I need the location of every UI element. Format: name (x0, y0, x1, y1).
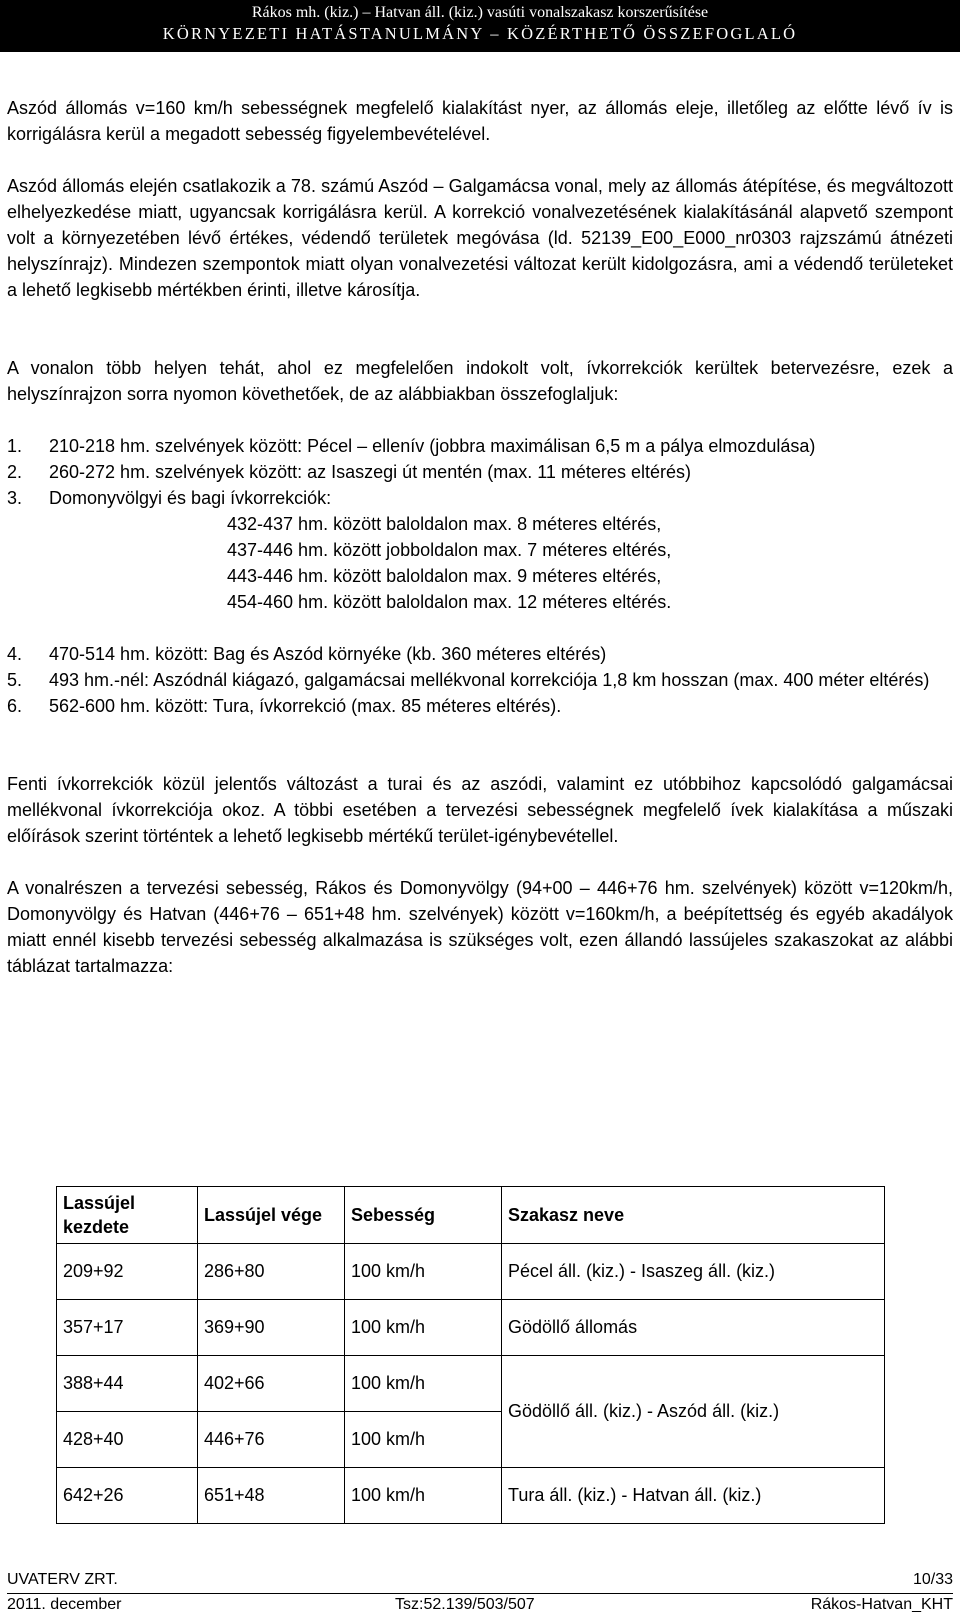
sublist-item: 454-460 hm. között baloldalon max. 12 méteres eltérés. (227, 592, 672, 612)
table-cell: 100 km/h (345, 1244, 502, 1300)
table-cell: 209+92 (57, 1244, 198, 1300)
list-item: 6. 562-600 hm. között: Tura, ívkorrekció (max. 85 méteres eltérés). (7, 696, 562, 716)
footer-project-code: Rákos-Hatvan_KHT (810, 1596, 953, 1613)
table-cell: Gödöllő állomás (502, 1300, 885, 1356)
curve-correction-list-cont (7, 641, 953, 719)
footer-line-2 (7, 1593, 953, 1613)
table-row (57, 1300, 885, 1356)
paragraph-galgamacsa-line: Aszód állomás elején csatlakozik a 78. számú Aszód – Galgamácsa vonal, mely az állomás átépítése, és megváltozott elhelyezkedése miatt, ugyancsak korrigálásra kerül. A korrekció vonalvezetésének kialakításánál alapvető szempont volt a környezetében lévő értékes, védendő területek megóvása (ld. 52139_E00_E000_nr0303 rajzszámú átnézeti helyszínrajz). Mindezen szempontok miatt olyan vonalvezetési változat került kidolgozásra, ami a védendő területeket a lehető legkisebb mértékben érinti, illetve károsítja. (7, 176, 953, 300)
column-header-start: Lassújel kezdete (57, 1187, 198, 1244)
column-header-end: Lassújel vége (198, 1187, 345, 1244)
table-cell: 388+44 (57, 1356, 198, 1412)
sublist-domonyvolgy (7, 511, 953, 615)
sublist-item: 443-446 hm. között baloldalon max. 9 méteres eltérés, (227, 566, 662, 586)
paragraph-design-speed: A vonalrészen a tervezési sebesség, Rákos és Domonyvölgy (94+00 – 446+76 hm. szelvények) között v=120km/h, Domonyvölgy és Hatvan (446+76 – 651+48 hm. szelvények) között v=160km/h, a beépítettség és egyéb akadályok miatt ennél kisebb tervezési sebesség alkalmazása is szükséges volt, ezen állandó lassújeles szakaszokat az alábbi táblázat tartalmazza: (7, 878, 953, 976)
list-item: 3. Domonyvölgyi és bagi ívkorrekciók: (7, 488, 332, 508)
list-item: 1. 210-218 hm. szelvények között: Pécel – ellenív (jobbra maximálisan 6,5 m a pálya elmozdulása) (7, 436, 816, 456)
table-cell: 369+90 (198, 1300, 345, 1356)
footer-date: 2011. december (7, 1596, 122, 1613)
table-header-row (57, 1187, 885, 1244)
sublist-item: 437-446 hm. között jobboldalon max. 7 méteres eltérés, (227, 540, 672, 560)
footer-page-number: 10/33 (912, 1571, 953, 1588)
table-cell: 100 km/h (345, 1300, 502, 1356)
table-cell: 100 km/h (345, 1412, 502, 1468)
curve-correction-list (7, 433, 953, 511)
document-header (0, 0, 960, 52)
table-cell-merged: Gödöllő áll. (kiz.) - Aszód áll. (kiz.) (502, 1356, 885, 1468)
table-cell: 446+76 (198, 1412, 345, 1468)
table-cell: 100 km/h (345, 1356, 502, 1412)
footer-reference: Tsz:52.139/503/507 (395, 1596, 535, 1613)
paragraph-significant-changes: Fenti ívkorrekciók közül jelentős változást a turai és az aszódi, valamint ez utóbbihoz kapcsolódó galgamácsai mellékvonal ívkorrekciója okoz. A többi esetében a tervezési sebességnek megfelelő ívek kialakítása a műszaki előírások szerint történtek a lehető legkisebb mértékű terület-igénybevétellel. (7, 774, 953, 846)
column-header-section: Szakasz neve (502, 1187, 885, 1244)
document-body (7, 95, 953, 979)
list-item: 4. 470-514 hm. között: Bag és Aszód környéke (kb. 360 méteres eltérés) (7, 644, 607, 664)
paragraph-curve-corrections: A vonalon több helyen tehát, ahol ez megfelelően indokolt volt, ívkorrekciók kerültek betervezésre, ezek a helyszínrajzon sorra nyomon követhetőek, de az alábbiakban összefoglaljuk: (7, 358, 953, 404)
column-header-speed: Sebesség (345, 1187, 502, 1244)
paragraph-aszod-station: Aszód állomás v=160 km/h sebességnek megfelelő kialakítást nyer, az állomás eleje, illetőleg az előtte lévő ív is korrigálásra kerül a megadott sebesség figyelembevételével. (7, 98, 953, 144)
speed-restriction-table (56, 1186, 885, 1524)
list-item: 5. 493 hm.-nél: Aszódnál kiágazó, galgamácsai mellékvonal korrekciója 1,8 km hosszan (max. 400 méter eltérés) (7, 670, 930, 690)
table-cell: Pécel áll. (kiz.) - Isaszeg áll. (kiz.) (502, 1244, 885, 1300)
footer-company: UVATERV ZRT. (7, 1571, 118, 1588)
table-cell: 651+48 (198, 1468, 345, 1524)
list-item: 2. 260-272 hm. szelvények között: az Isaszegi út mentén (max. 11 méteres eltérés) (7, 462, 691, 482)
table-cell: Tura áll. (kiz.) - Hatvan áll. (kiz.) (502, 1468, 885, 1524)
sublist-item: 432-437 hm. között baloldalon max. 8 méteres eltérés, (227, 514, 662, 534)
table-row (57, 1468, 885, 1524)
table-cell: 642+26 (57, 1468, 198, 1524)
table-cell: 428+40 (57, 1412, 198, 1468)
table-cell: 357+17 (57, 1300, 198, 1356)
table-row (57, 1244, 885, 1300)
table-row (57, 1356, 885, 1412)
header-project-title: Rákos mh. (kiz.) – Hatvan áll. (kiz.) vasúti vonalszakasz korszerűsítése (251, 4, 709, 21)
table-cell: 286+80 (198, 1244, 345, 1300)
table-cell: 100 km/h (345, 1468, 502, 1524)
header-document-type: KÖRNYEZETI HATÁSTANULMÁNY – KÖZÉRTHETŐ ÖSSZEFOGLALÓ (162, 24, 798, 43)
table-cell: 402+66 (198, 1356, 345, 1412)
